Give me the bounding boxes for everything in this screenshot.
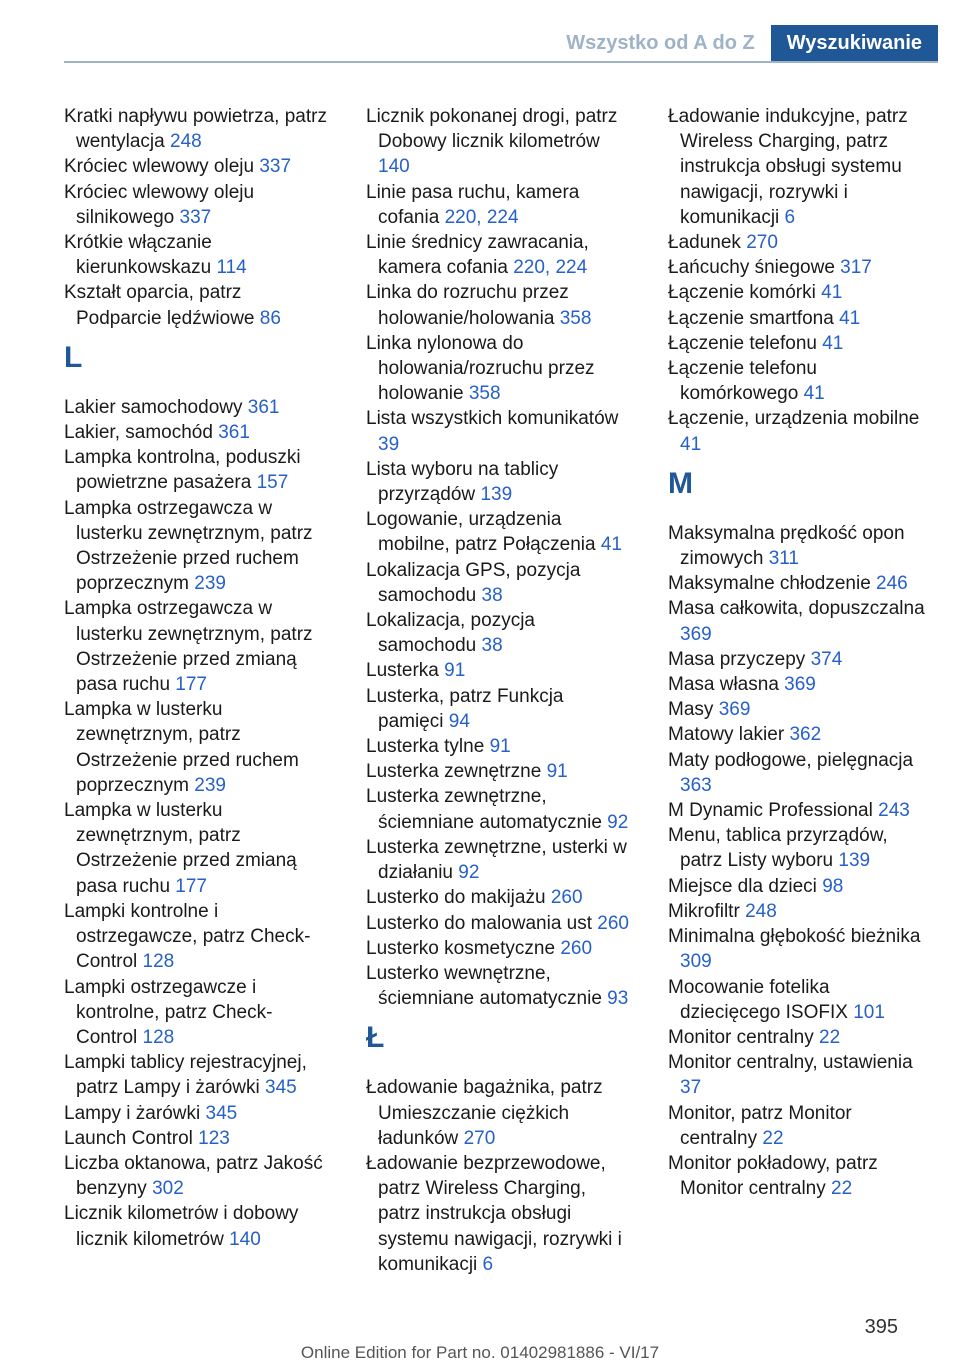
- index-column-1: [64, 104, 330, 1277]
- entry-text: Mikrofiltr: [668, 900, 740, 922]
- index-entry: [668, 1050, 934, 1100]
- entry-text: Łączenie, urządzenia mobilne: [668, 408, 920, 430]
- header-tabs: [550, 25, 938, 61]
- index-entry: [668, 722, 934, 747]
- page-reference-link[interactable]: 311: [768, 548, 799, 570]
- index-entry: [64, 899, 330, 975]
- entry-text: Minimalna głębokość bieżnika: [668, 926, 921, 948]
- entry-text: Linka nylonowa do holowania/rozruchu przez holowanie: [366, 332, 595, 405]
- entry-text: Launch Control: [64, 1127, 193, 1149]
- entry-text: Linie średnicy zawracania, kamera cofania: [366, 232, 589, 279]
- page-number: 395: [864, 1316, 898, 1338]
- entry-text: Lakier, samochód: [64, 422, 213, 444]
- section-letter: Ł: [366, 1021, 385, 1055]
- page-reference-link[interactable]: 92: [458, 862, 480, 884]
- index-entry: [668, 230, 934, 255]
- entry-text: Liczba oktanowa, patrz Jakość benzyny: [64, 1152, 323, 1200]
- entry-text: Lampki ostrzegawcze i kontrolne, patrz Check-Control: [64, 976, 273, 1048]
- index-entry: [366, 406, 632, 456]
- page-reference-link[interactable]: 260: [597, 912, 629, 934]
- index-entry: [64, 230, 330, 280]
- index-entry: [366, 608, 632, 658]
- index-entry: [668, 280, 934, 305]
- index-entry: [668, 798, 934, 823]
- entry-text: Logowanie, urządzenia mobilne, patrz Połączenia: [366, 509, 596, 556]
- page-reference-link[interactable]: 41: [803, 383, 825, 405]
- entry-text: Łączenie telefonu: [668, 332, 817, 354]
- page-reference-link[interactable]: 98: [822, 875, 844, 897]
- entry-text: Lakier samochodowy: [64, 396, 243, 418]
- entry-text: Lampka kontrolna, poduszki powietrzne pasażera: [64, 447, 301, 494]
- page-reference-link[interactable]: 358: [468, 383, 501, 405]
- page-reference-link[interactable]: 93: [607, 988, 629, 1010]
- entry-text: Lampki kontrolne i ostrzegawcze, patrz Check-Control: [64, 900, 311, 973]
- page-reference-link[interactable]: 101: [853, 1001, 885, 1023]
- entry-text: Monitor pokładowy, patrz Monitor centralny: [668, 1152, 878, 1200]
- index-entry: [668, 255, 934, 280]
- page-reference-link[interactable]: 369: [718, 699, 751, 721]
- entry-text: Monitor centralny, ustawienia: [668, 1052, 913, 1074]
- index-entry: [64, 280, 330, 330]
- index-entry: [366, 331, 632, 407]
- page-reference-link[interactable]: 38: [481, 635, 503, 657]
- entry-text: Kratki napływu powietrza, patrz wentylacja: [64, 106, 327, 153]
- page-reference-link[interactable]: 270: [463, 1127, 496, 1149]
- entry-text: Lampka w lusterku zewnętrznym, patrz Ostrzeżenie przed ruchem poprzecznym: [64, 699, 299, 796]
- index-entry: [366, 558, 632, 608]
- page-reference-link[interactable]: 345: [205, 1102, 238, 1124]
- entry-text: Łączenie komórki: [668, 282, 816, 304]
- index-entry: [366, 684, 632, 734]
- page-reference-link[interactable]: 239: [194, 573, 226, 595]
- index-entry: [64, 104, 330, 154]
- page-reference-link[interactable]: 41: [600, 534, 622, 556]
- page-reference-link[interactable]: 140: [378, 156, 410, 178]
- entry-text: Monitor, patrz Monitor centralny: [668, 1102, 852, 1149]
- index-entry: [64, 445, 330, 495]
- entry-text: Miejsce dla dzieci: [668, 875, 817, 897]
- entry-text: Kształt oparcia, patrz Podparcie lędźwiowe: [64, 282, 255, 329]
- page-reference-link[interactable]: 139: [480, 484, 513, 506]
- entry-text: Lusterka: [366, 660, 439, 682]
- page-reference-link[interactable]: 6: [784, 206, 796, 228]
- entry-text: Masa całkowita, dopuszczalna: [668, 598, 925, 620]
- index-entry: [64, 1126, 330, 1151]
- page-reference-link[interactable]: 362: [789, 724, 822, 746]
- index-entry: [668, 672, 934, 697]
- section-letter: M: [668, 466, 693, 500]
- page-reference-link[interactable]: 239: [194, 774, 226, 796]
- page-reference-link[interactable]: 41: [822, 332, 844, 354]
- index-entry: [366, 180, 632, 230]
- entry-text: Lusterka zewnętrzne, usterki w działaniu: [366, 836, 627, 884]
- page-reference-link[interactable]: 317: [840, 257, 872, 279]
- page-reference-link[interactable]: 361: [218, 422, 250, 444]
- page-reference-link[interactable]: 177: [175, 875, 207, 897]
- page-reference-link[interactable]: 92: [607, 811, 629, 833]
- section-letter: L: [64, 340, 83, 374]
- entry-text: Lista wyboru na tablicy przyrządów: [366, 458, 559, 506]
- index-entry: [64, 1201, 330, 1251]
- page-reference-link[interactable]: 260: [560, 937, 593, 959]
- page-reference-link[interactable]: 220, 224: [513, 257, 588, 279]
- index-entry: [366, 457, 632, 507]
- entry-text: Króciec wlewowy oleju silnikowego: [64, 181, 255, 228]
- index-entry: [64, 798, 330, 899]
- index-entry: [64, 180, 330, 230]
- index-entry: [64, 154, 330, 179]
- page-reference-link[interactable]: 177: [175, 674, 207, 696]
- entry-text: Lampy i żarówki: [64, 1102, 201, 1124]
- index-entry: [668, 1025, 934, 1050]
- entry-text: Linie pasa ruchu, kamera cofania: [366, 181, 580, 228]
- index-entry: [668, 874, 934, 899]
- index-entry: [366, 961, 632, 1011]
- page-reference-link[interactable]: 363: [680, 774, 712, 796]
- entry-text: Maksymalna prędkość opon zimowych: [668, 522, 905, 570]
- index-entry: [366, 835, 632, 885]
- entry-text: Lampki tablicy rejestracyjnej, patrz Lampy i żarówki: [64, 1052, 307, 1099]
- entry-text: Linka do rozruchu przez holowanie/holowania: [366, 282, 569, 329]
- index-entry: [64, 496, 330, 597]
- entry-text: Ładowanie indukcyjne, patrz Wireless Charging, patrz instrukcja obsługi systemu nawigacji, rozrywki i komunikacji: [668, 106, 908, 228]
- page-reference-link[interactable]: 86: [259, 307, 281, 329]
- index-entry: [668, 331, 934, 356]
- entry-text: Lusterko do malowania ust: [366, 912, 593, 934]
- index-column-2: [366, 104, 632, 1277]
- page-reference-link[interactable]: 302: [152, 1178, 184, 1200]
- index-entry: [366, 280, 632, 330]
- page-reference-link[interactable]: 157: [256, 472, 289, 494]
- entry-text: Masa własna: [668, 674, 779, 696]
- entry-text: Lampka w lusterku zewnętrznym, patrz Ostrzeżenie przed zmianą pasa ruchu: [64, 800, 297, 897]
- index-entry: [64, 1050, 330, 1100]
- entry-text: Ładowanie bagażnika, patrz Umieszczanie ciężkich ładunków: [366, 1077, 603, 1149]
- entry-text: Masy: [668, 699, 714, 721]
- footer-edition-text: Online Edition for Part no. 01402981886 - VI/17: [300, 1343, 660, 1362]
- index-entry: [366, 936, 632, 961]
- index-entry: [366, 734, 632, 759]
- page-reference-link[interactable]: 270: [746, 232, 778, 254]
- page-reference-link[interactable]: 91: [444, 660, 466, 682]
- page-reference-link[interactable]: 41: [680, 433, 702, 455]
- entry-text: Mocowanie fotelika dziecięcego ISOFIX: [668, 976, 848, 1023]
- entry-text: M Dynamic Professional: [668, 800, 873, 822]
- page-reference-link[interactable]: 41: [821, 282, 843, 304]
- page-reference-link[interactable]: 39: [378, 433, 400, 455]
- page-reference-link[interactable]: 91: [546, 761, 568, 783]
- entry-text: Masa przyczepy: [668, 648, 806, 670]
- index-entry: [64, 420, 330, 445]
- page-reference-link[interactable]: 369: [784, 674, 816, 696]
- index-entry: [668, 1101, 934, 1151]
- index-entry: [668, 924, 934, 974]
- index-entry: [668, 823, 934, 873]
- entry-text: Lusterka zewnętrzne: [366, 761, 542, 783]
- index-entry: [668, 899, 934, 924]
- page-reference-link[interactable]: 220, 224: [444, 206, 519, 228]
- entry-text: Lusterko do makijażu: [366, 887, 546, 909]
- page-reference-link[interactable]: 140: [229, 1228, 261, 1250]
- entry-text: Licznik pokonanej drogi, patrz Dobowy licznik kilometrów: [366, 106, 618, 153]
- page-reference-link[interactable]: 6: [482, 1253, 494, 1275]
- page-reference-link[interactable]: 361: [247, 396, 280, 418]
- entry-text: Maksymalne chłodzenie: [668, 573, 871, 595]
- page-reference-link[interactable]: 114: [216, 257, 247, 279]
- entry-text: Lokalizacja GPS, pozycja samochodu: [366, 559, 581, 606]
- entry-text: Lampka ostrzegawcza w lusterku zewnętrznym, patrz Ostrzeżenie przed ruchem poprzecznym: [64, 497, 313, 595]
- index-entry: [366, 885, 632, 910]
- index-entry: [366, 911, 632, 936]
- entry-text: Lista wszystkich komunikatów: [366, 408, 619, 430]
- index-entry: [668, 647, 934, 672]
- index-entry: [668, 975, 934, 1025]
- page-reference-link[interactable]: 123: [198, 1127, 230, 1149]
- entry-text: Lusterka zewnętrzne, ściemniane automatycznie: [366, 786, 602, 833]
- index-entry: [64, 395, 330, 420]
- entry-text: Maty podłogowe, pielęgnacja: [668, 749, 914, 771]
- page-reference-link[interactable]: 248: [745, 900, 777, 922]
- page-reference-link[interactable]: 243: [878, 800, 910, 822]
- index-column-3: [668, 104, 934, 1277]
- entry-text: Łączenie telefonu komórkowego: [668, 358, 817, 405]
- page-reference-link[interactable]: 94: [448, 710, 470, 732]
- page-reference-link[interactable]: 337: [179, 206, 212, 228]
- index-entry: [668, 748, 934, 798]
- index-entry: [668, 306, 934, 331]
- entry-text: Ładowanie bezprzewodowe, patrz Wireless Charging, patrz instrukcja obsługi systemu nawigacji, rozrywki i komunikacji: [366, 1152, 622, 1275]
- index-entry: [366, 759, 632, 784]
- page-reference-link[interactable]: 22: [831, 1178, 853, 1200]
- tab-search[interactable]: Wyszukiwanie: [771, 25, 938, 61]
- index-entry: [668, 521, 934, 571]
- page-reference-link[interactable]: 38: [481, 584, 503, 606]
- entry-text: Łączenie smartfona: [668, 307, 834, 329]
- index-entry: [64, 697, 330, 798]
- entry-text: Króciec wlewowy oleju: [64, 156, 255, 178]
- index-entry: [668, 596, 934, 646]
- entry-text: Lusterka, patrz Funkcja pamięci: [366, 685, 564, 732]
- entry-text: Lusterko wewnętrzne, ściemniane automatycznie: [366, 962, 602, 1010]
- index-entry: [64, 1151, 330, 1201]
- page-reference-link[interactable]: 260: [550, 887, 583, 909]
- index-entry: [668, 356, 934, 406]
- entry-text: Licznik kilometrów i dobowy licznik kilometrów: [64, 1203, 299, 1250]
- page-reference-link[interactable]: 248: [170, 131, 202, 153]
- page-reference-link[interactable]: 91: [489, 736, 511, 758]
- index-entry: [366, 658, 632, 683]
- entry-text: Lusterka tylne: [366, 736, 485, 758]
- entry-text: Menu, tablica przyrządów, patrz Listy wyboru: [668, 825, 888, 872]
- entry-text: Krótkie włączanie kierunkowskazu: [64, 232, 212, 279]
- entry-text: Lampka ostrzegawcza w lusterku zewnętrznym, patrz Ostrzeżenie przed zmianą pasa ruchu: [64, 598, 313, 696]
- entry-text: Lusterko kosmetyczne: [366, 937, 556, 959]
- tab-all-a-to-z[interactable]: Wszystko od A do Z: [550, 25, 771, 61]
- index-entry: [668, 1151, 934, 1201]
- index-entry: [64, 1101, 330, 1126]
- page-reference-link[interactable]: 128: [142, 1026, 175, 1048]
- entry-text: Monitor centralny: [668, 1026, 814, 1048]
- index-entry: [668, 571, 934, 596]
- page-reference-link[interactable]: 358: [559, 307, 592, 329]
- index-entry: [668, 697, 934, 722]
- page-reference-link[interactable]: 374: [810, 648, 843, 670]
- page-reference-link[interactable]: 37: [680, 1077, 702, 1099]
- entry-text: Łańcuchy śniegowe: [668, 257, 835, 279]
- index-entry: [366, 784, 632, 834]
- index-entry: [64, 596, 330, 697]
- index-entry: [366, 507, 632, 557]
- page-reference-link[interactable]: 139: [838, 850, 871, 872]
- page-reference-link[interactable]: 246: [876, 573, 908, 595]
- page-reference-link[interactable]: 337: [259, 156, 292, 178]
- index-entry: [668, 104, 934, 230]
- index-entry: [366, 104, 632, 180]
- page-reference-link[interactable]: 369: [680, 623, 712, 645]
- page-reference-link[interactable]: 345: [265, 1077, 297, 1099]
- index-entry: [64, 975, 330, 1051]
- entry-text: Lokalizacja, pozycja samochodu: [366, 610, 535, 657]
- page-reference-link[interactable]: 128: [142, 951, 175, 973]
- index-entry: [668, 406, 934, 456]
- entry-text: Ładunek: [668, 232, 741, 254]
- index-entry: [366, 1075, 632, 1151]
- page-reference-link[interactable]: 309: [680, 951, 712, 973]
- header-divider: [64, 61, 938, 63]
- index-columns: [64, 104, 934, 1277]
- page-reference-link[interactable]: 41: [839, 307, 861, 329]
- index-entry: [366, 230, 632, 280]
- page-reference-link[interactable]: 22: [762, 1127, 784, 1149]
- entry-text: Matowy lakier: [668, 724, 785, 746]
- page-reference-link[interactable]: 22: [819, 1026, 841, 1048]
- index-entry: [366, 1151, 632, 1277]
